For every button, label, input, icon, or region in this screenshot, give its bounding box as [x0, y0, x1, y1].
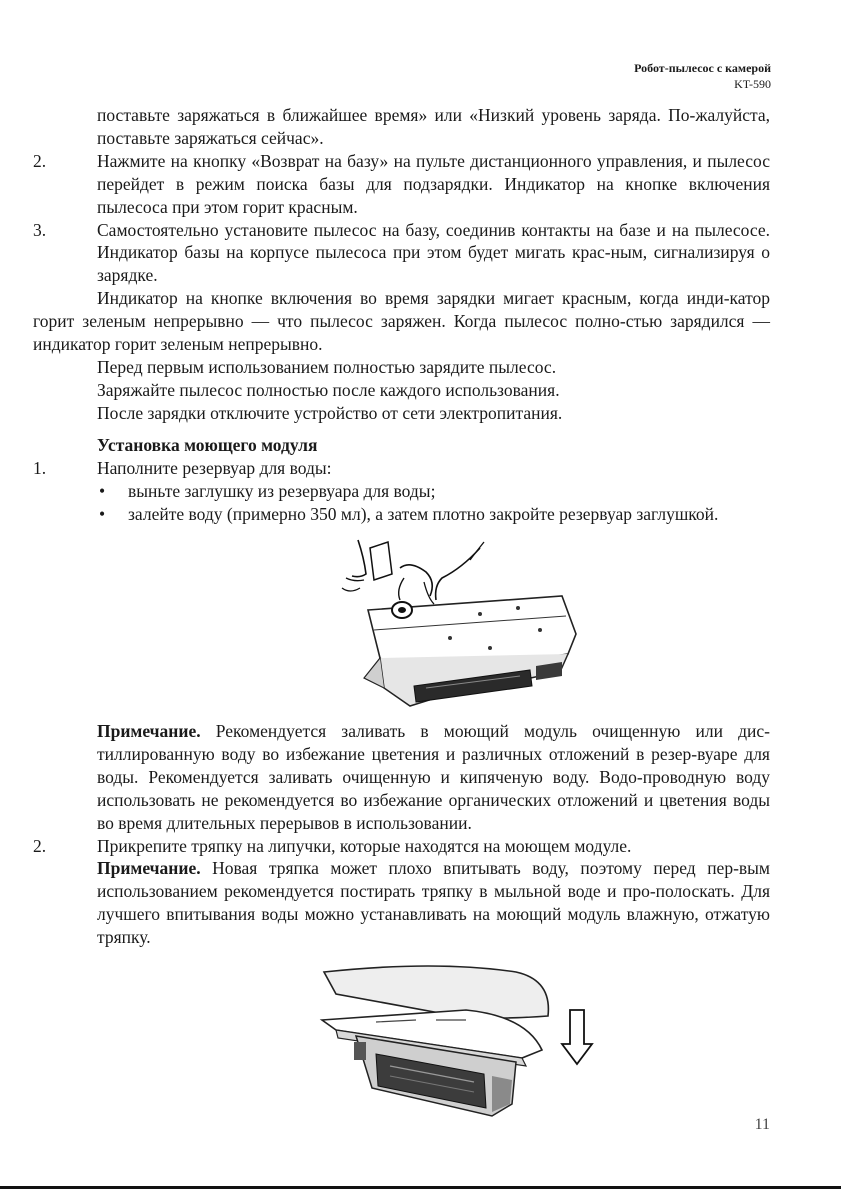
charging-section	[33, 104, 770, 425]
bullet-item	[33, 480, 770, 503]
bullet-text: залейте воду (примерно 350 мл), а затем плотно закройте резервуар заглушкой.	[128, 503, 719, 524]
note-text: Рекомендуется заливать в моющий модуль очищенную или дис-тиллированную воду во избежание цветения и различных отложений в резер-вуаре для воды. Рекомендуется заливать очищенную и кипяченую воду. Водо-проводную воду использовать не рекомендуется во избежание органических отложений и цветения воды во время длительных перерывов в использовании.	[97, 721, 770, 833]
note-water	[33, 720, 770, 835]
step-number: 1.	[33, 457, 47, 478]
mop-step-1	[33, 457, 770, 480]
bullet-marker: •	[99, 503, 106, 524]
step-text: Нажмите на кнопку «Возврат на базу» на пульте дистанционного управления, и пылесос перейдет в режим поиска базы для подзарядки. Индикатор на кнопке включения пылесоса при этом горит красным.	[97, 150, 770, 217]
step-number: 2.	[33, 835, 47, 856]
step-number: 2.	[33, 150, 47, 171]
mop-cloth-attach-illustration	[316, 958, 596, 1120]
page-number: 11	[754, 1116, 770, 1133]
charging-step-2	[33, 150, 770, 219]
bottom-rule	[0, 1186, 841, 1189]
header-model: KT-590	[734, 77, 771, 91]
note-text: Новая тряпка может плохо впитывать воду, поэтому перед пер-вым использованием рекомендуется постирать тряпку в мыльной воде и про-полоскать. Для лучшего впитывания воды можно устанавливать на моющий модуль влажную, отжатую тряпку.	[97, 858, 770, 948]
step-number: 3.	[33, 219, 47, 240]
first-use-paragraph: Перед первым использованием полностью зарядите пылесос.	[97, 356, 557, 377]
step-text: Самостоятельно установите пылесос на базу, соединив контакты на базе и на пылесосе. Индикатор базы на корпусе пылесоса при этом будет мигать крас-ным, сигнализируя о зарядке.	[97, 219, 770, 286]
bullet-text: выньте заглушку из резервуара для воды;	[128, 480, 436, 501]
section-heading: Установка моющего модуля	[97, 435, 318, 455]
indicator-paragraph: Индикатор на кнопке включения во время зарядки мигает красным, когда инди-катор горит зеленым непрерывно — что пылесос заряжен. Когда пылесос полно-стью зарядился — индикатор горит зеленым непрерывно.	[33, 288, 770, 355]
note-label: Примечание.	[97, 858, 201, 879]
bullet-marker: •	[99, 480, 106, 501]
water-tank-fill-illustration	[330, 538, 585, 710]
running-header	[634, 60, 771, 92]
disconnect-paragraph: После зарядки отключите устройство от сети электропитания.	[97, 402, 563, 423]
bullet-item	[33, 503, 770, 526]
charging-step-3	[33, 219, 770, 288]
step-text: Прикрепите тряпку на липучки, которые находятся на моющем модуле.	[97, 835, 632, 856]
mop-section	[33, 434, 770, 526]
mop-step-2	[33, 835, 770, 858]
note-label: Примечание.	[97, 721, 201, 741]
header-title: Робот-пылесос с камерой	[634, 61, 771, 75]
notes-section	[33, 720, 770, 949]
charging-continued-text: поставьте заряжаться в ближайшее время» или «Низкий уровень заряда. По-жалуйста, поставьте заряжаться сейчас».	[97, 105, 770, 148]
charge-fully-paragraph: Заряжайте пылесос полностью после каждого использования.	[97, 379, 560, 400]
note-cloth	[33, 857, 770, 949]
step-text: Наполните резервуар для воды:	[97, 457, 332, 478]
